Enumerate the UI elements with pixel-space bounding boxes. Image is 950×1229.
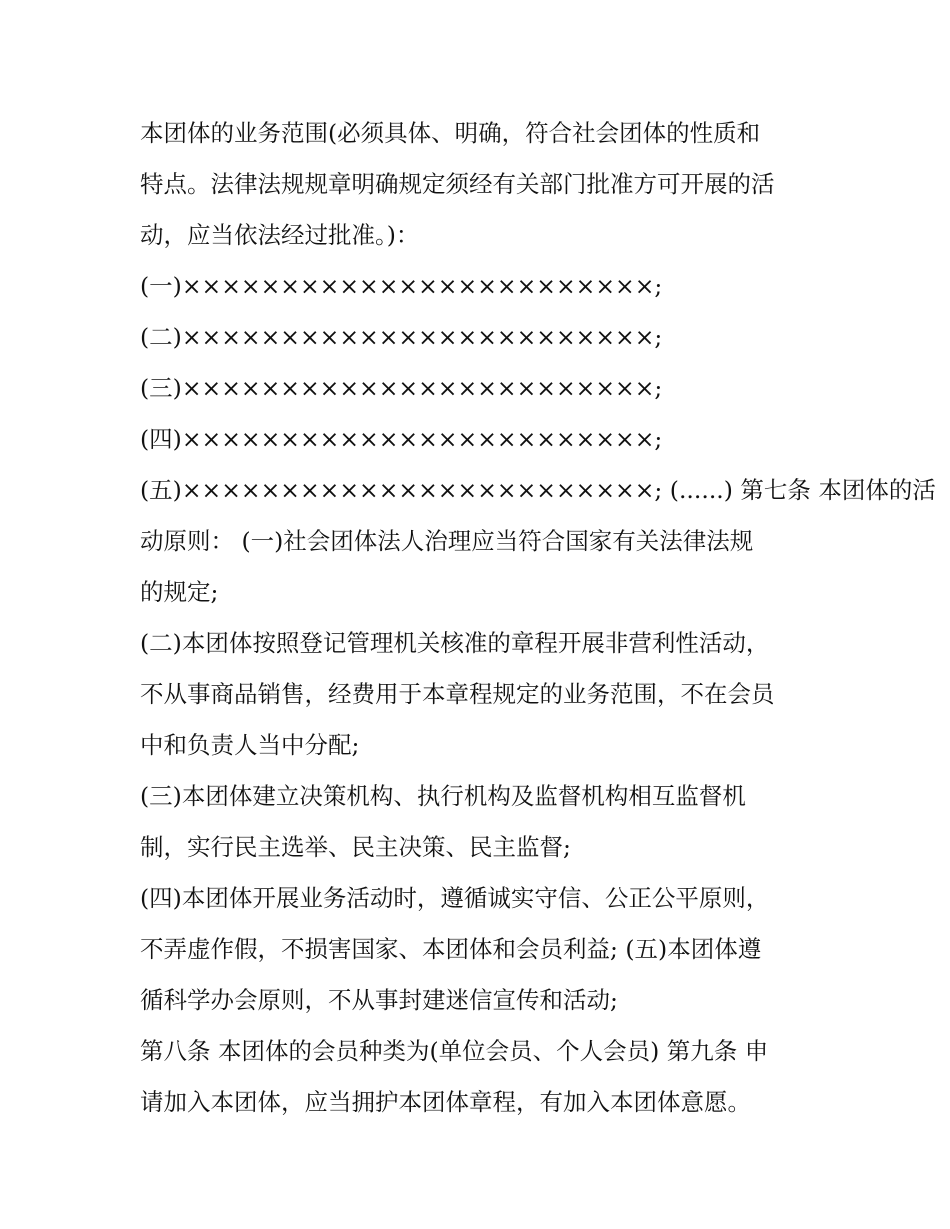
text-line: 不从事商品销售，经费用于本章程规定的业务范围，不在会员	[140, 680, 775, 708]
text-line: 本团体的业务范围(必须具体、明确，符合社会团体的性质和	[140, 119, 761, 147]
text-line: (三)××××××××××××××××××××××××;	[140, 374, 663, 402]
text-line: (四)××××××××××××××××××××××××;	[140, 425, 663, 453]
text-line: (五)××××××××××××××××××××××××; (......) 第七条 本团体的活	[140, 476, 936, 504]
text-line: (三)本团体建立决策机构、执行机构及监督机构相互监督机	[140, 782, 746, 810]
text-line: 请加入本团体，应当拥护本团体章程，有加入本团体意愿。	[140, 1088, 751, 1116]
text-line: (二)××××××××××××××××××××××××;	[140, 323, 663, 351]
text-line: 特点。法律法规规章明确规定须经有关部门批准方可开展的活	[140, 170, 775, 198]
text-line: (二)本团体按照登记管理机关核准的章程开展非营利性活动，	[140, 629, 770, 657]
text-line: 循科学办会原则，不从事封建迷信宣传和活动;	[140, 986, 618, 1014]
text-line: 制，实行民主选举、民主决策、民主监督;	[140, 833, 571, 861]
text-line: 不弄虚作假，不损害国家、本团体和会员利益; (五)本团体遵	[140, 935, 762, 963]
text-line: 动，应当依法经过批准。)：	[140, 221, 420, 249]
text-line: 动原则： (一)社会团体法人治理应当符合国家有关法律法规	[140, 527, 754, 555]
text-line: (一)××××××××××××××××××××××××;	[140, 272, 663, 300]
document-body	[140, 108, 936, 1128]
text-line: 第八条 本团体的会员种类为(单位会员、个人会员) 第九条 申	[140, 1037, 769, 1065]
text-line: (四)本团体开展业务活动时，遵循诚实守信、公正公平原则，	[140, 884, 770, 912]
text-line: 中和负责人当中分配;	[140, 731, 360, 759]
text-line: 的规定;	[140, 578, 219, 606]
